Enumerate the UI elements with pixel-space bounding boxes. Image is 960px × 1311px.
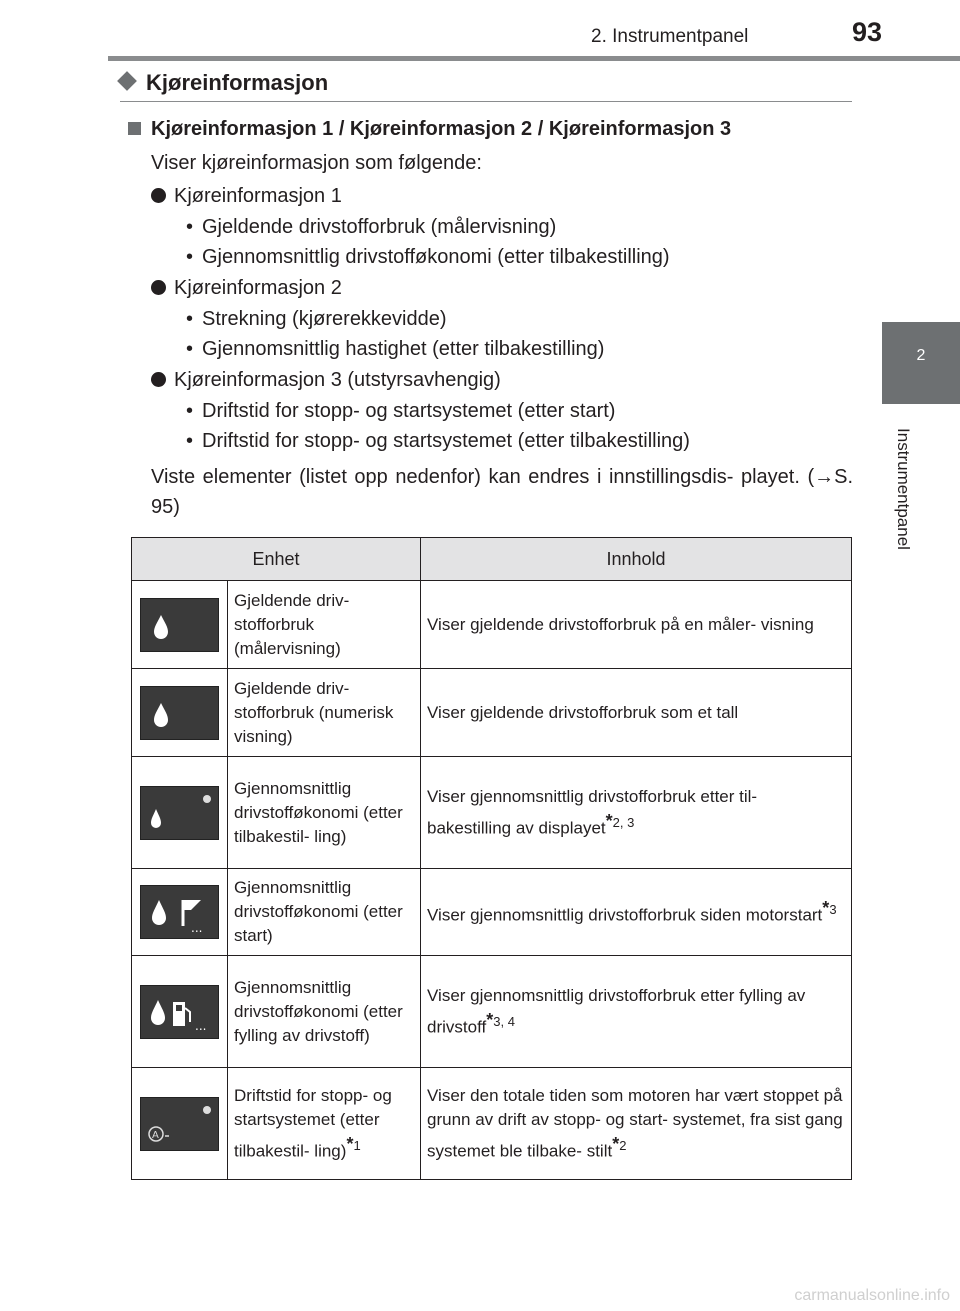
fuel-drop-pump-icon [140,985,219,1039]
svg-text:...: ... [191,921,203,935]
note-paragraph: Viste elementer (listet opp nedenfor) kan endres i innstillingsdis- playet. (→S. 95) [151,466,853,518]
bullet-dot-icon [151,372,166,387]
fuel-drop-numeric-icon [140,686,219,740]
section-title [120,70,328,96]
page-number: 93 [852,17,883,47]
section-title-text: Kjøreinformasjon [146,70,329,95]
unit-cell: Gjennomsnittlig drivstofføkonomi (etter tilbakestil- ling) [228,757,421,869]
table-header-row [132,538,852,581]
content-cell [421,956,852,1068]
subsection-title-text: Kjøreinformasjon 1 / Kjøreinformasjon 2 / Kjøreinformasjon 3 [151,118,732,140]
fuel-drop-gauge-icon [140,598,219,652]
icon-cell [132,1068,228,1180]
column-header: Enhet [132,538,421,581]
bullet-dot-icon [151,188,166,203]
square-bullet-icon [128,122,141,135]
icon-cell [132,669,228,757]
content-cell: Viser gjeldende drivstofforbruk på en måler- visning [421,581,852,669]
section-rule [120,101,852,102]
icon-cell [132,581,228,669]
icon-cell [132,956,228,1068]
content-text: Viser gjennomsnittlig drivstofforbruk etter fylling av drivstoff [427,985,806,1037]
unit-cell: Gjennomsnittlig drivstofføkonomi (etter fylling av drivstoff) [228,956,421,1068]
content-text: Viser gjennomsnittlig drivstofforbruk siden motorstart [427,905,823,925]
list-item-text: Strekning (kjørerekkevidde) [202,308,447,330]
list-item-text: Gjeldende drivstofforbruk (målervisning) [202,216,557,238]
list-item: • Gjennomsnittlig drivstofføkonomi (etter tilbakestilling) [186,246,670,268]
footnote-refs: 1 [353,1137,361,1153]
footnote-star: * [612,1133,620,1154]
unit-cell [228,1068,421,1180]
column-header: Innhold [421,538,852,581]
footnote-refs: 3, 4 [493,1013,515,1029]
table-row [132,1068,852,1180]
group-title-text: Kjøreinformasjon 1 [174,185,342,207]
svg-text:...: ... [195,1018,207,1033]
unit-cell: Gjeldende driv- stofforbruk (målervisning) [228,581,421,669]
svg-text:A: A [152,1129,159,1141]
stop-start-icon [140,1097,219,1151]
table-row [132,669,852,757]
list-item: • Gjeldende drivstofforbruk (målervisning) [186,216,557,238]
watermark: carmanualsonline.info [794,1287,950,1304]
table-row [132,956,852,1068]
footnote-refs: 3 [829,902,837,918]
list-item: • Strekning (kjørerekkevidde) [186,308,447,330]
content-text: Viser gjennomsnittlig drivstofforbruk etter til- bakestilling av displayet [427,786,758,838]
table-row [132,869,852,956]
list-item: • Driftstid for stopp- og startsystemet (etter tilbakestilling) [186,430,690,452]
unit-text: Driftstid for stopp- og startsystemet (etter tilbakestil- ling) [234,1085,392,1161]
chapter-tab-label-text: Instrumentpanel [894,428,913,550]
running-header: 2. Instrumentpanel [591,26,749,47]
content-cell [421,1068,852,1180]
footnote-star: * [605,810,613,831]
footnote-refs: 2 [619,1137,627,1153]
chapter-tab-label [888,404,918,574]
list-item-text: Gjennomsnittlig hastighet (etter tilbakestilling) [202,338,605,360]
diamond-icon [117,71,137,91]
footnote-refs: 2, 3 [612,814,635,830]
bullet-dot-icon [151,280,166,295]
icon-cell [132,869,228,956]
fuel-drop-flag-icon [140,885,219,939]
list-item-text: Driftstid for stopp- og startsystemet (etter start) [202,400,616,422]
content-cell [421,869,852,956]
list-item: • Gjennomsnittlig hastighet (etter tilbakestilling) [186,338,605,360]
group-title-text: Kjøreinformasjon 2 [174,277,342,299]
info-table [131,537,852,1180]
unit-cell: Gjennomsnittlig drivstofføkonomi (etter start) [228,869,421,956]
footnote-star: * [822,898,830,919]
unit-cell: Gjeldende driv- stofforbruk (numerisk visning) [228,669,421,757]
group-title [151,185,342,208]
group-title-text: Kjøreinformasjon 3 (utstyrsavhengig) [174,369,501,391]
footnote-star: * [346,1133,354,1154]
list-item-text: Driftstid for stopp- og startsystemet (etter tilbakestilling) [202,430,690,452]
icon-cell [132,757,228,869]
intro-text: Viser kjøreinformasjon som følgende: [151,152,482,174]
content-cell [421,757,852,869]
group-title [151,277,342,300]
content-text: Viser den totale tiden som motoren har vært stoppet på grunn av drift av stopp- og start- systemet, fra sist gang systemet ble tilbake- stilt [427,1085,843,1161]
chapter-tab: 2 [882,322,960,404]
fuel-drop-reset-icon [140,786,219,840]
list-item-text: Gjennomsnittlig drivstofføkonomi (etter tilbakestilling) [202,246,670,268]
table-row [132,757,852,869]
subsection-title [128,118,731,141]
list-item: • Driftstid for stopp- og startsystemet (etter start) [186,400,616,422]
header-rule [108,56,960,61]
group-title [151,369,501,392]
content-cell: Viser gjeldende drivstofforbruk som et tall [421,669,852,757]
table-row [132,581,852,669]
footnote-star: * [486,1009,494,1030]
